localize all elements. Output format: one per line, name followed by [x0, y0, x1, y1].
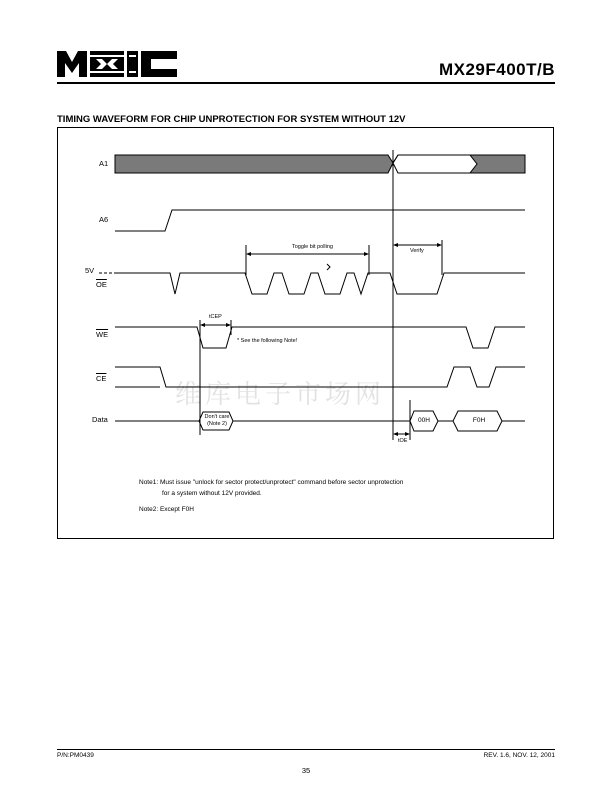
ce-waveform [115, 367, 525, 387]
dont-care-line1: Don't care [204, 414, 230, 420]
value-00h-label: 00H [418, 417, 430, 424]
signal-label-data: Data [92, 415, 108, 424]
a1-waveform-shaded-1 [115, 155, 393, 173]
dont-care-label [201, 414, 233, 428]
note1-line2: for a system without 12V provided. [162, 490, 262, 497]
page-number: 35 [301, 766, 311, 775]
oe-waveform [115, 273, 525, 294]
section-title: TIMING WAVEFORM FOR CHIP UNPROTECTION FOR SYSTEM WITHOUT 12V [57, 114, 406, 125]
footer-rule [57, 749, 555, 750]
footer-revision: REV. 1.6, NOV. 12, 2001 [483, 752, 555, 759]
signal-label-5v: 5V [85, 266, 95, 275]
signal-label-oe: $\overline{OE}$ [96, 280, 107, 289]
part-number: MX29F400T/B [438, 60, 555, 79]
note1-line1: Note1: Must issue "unlock for sector protect/unprotect" command before sector unprotection [139, 479, 404, 486]
a1-waveform-shaded-2 [470, 155, 525, 173]
a1-waveform-line [393, 155, 470, 163]
signal-label-a1: A1 [99, 159, 109, 168]
signal-label-we: $\overline{WE}$ [96, 330, 109, 339]
toggle-bit-polling-label: Toggle bit polling [292, 244, 333, 250]
footer-part-number: P/N:PM0439 [57, 752, 94, 759]
watermark: 维库电子市场网 [175, 380, 386, 410]
toggle-break-mark [327, 264, 330, 270]
toe-label: tOE [398, 438, 408, 444]
tcep-label: tCEP [209, 314, 222, 320]
verify-label: Verify [410, 248, 424, 254]
signal-label-a6: A6 [99, 215, 109, 224]
a6-waveform [115, 210, 525, 231]
value-f0h-label: F0H [472, 417, 486, 424]
signal-label-ce: $\overline{CE}$ [96, 374, 107, 383]
note2: Note2: Except F0H [139, 506, 194, 513]
we-waveform [115, 327, 525, 348]
see-note-label: * See the following Note! [237, 338, 298, 344]
dont-care-line2: (Note 2) [207, 421, 227, 427]
